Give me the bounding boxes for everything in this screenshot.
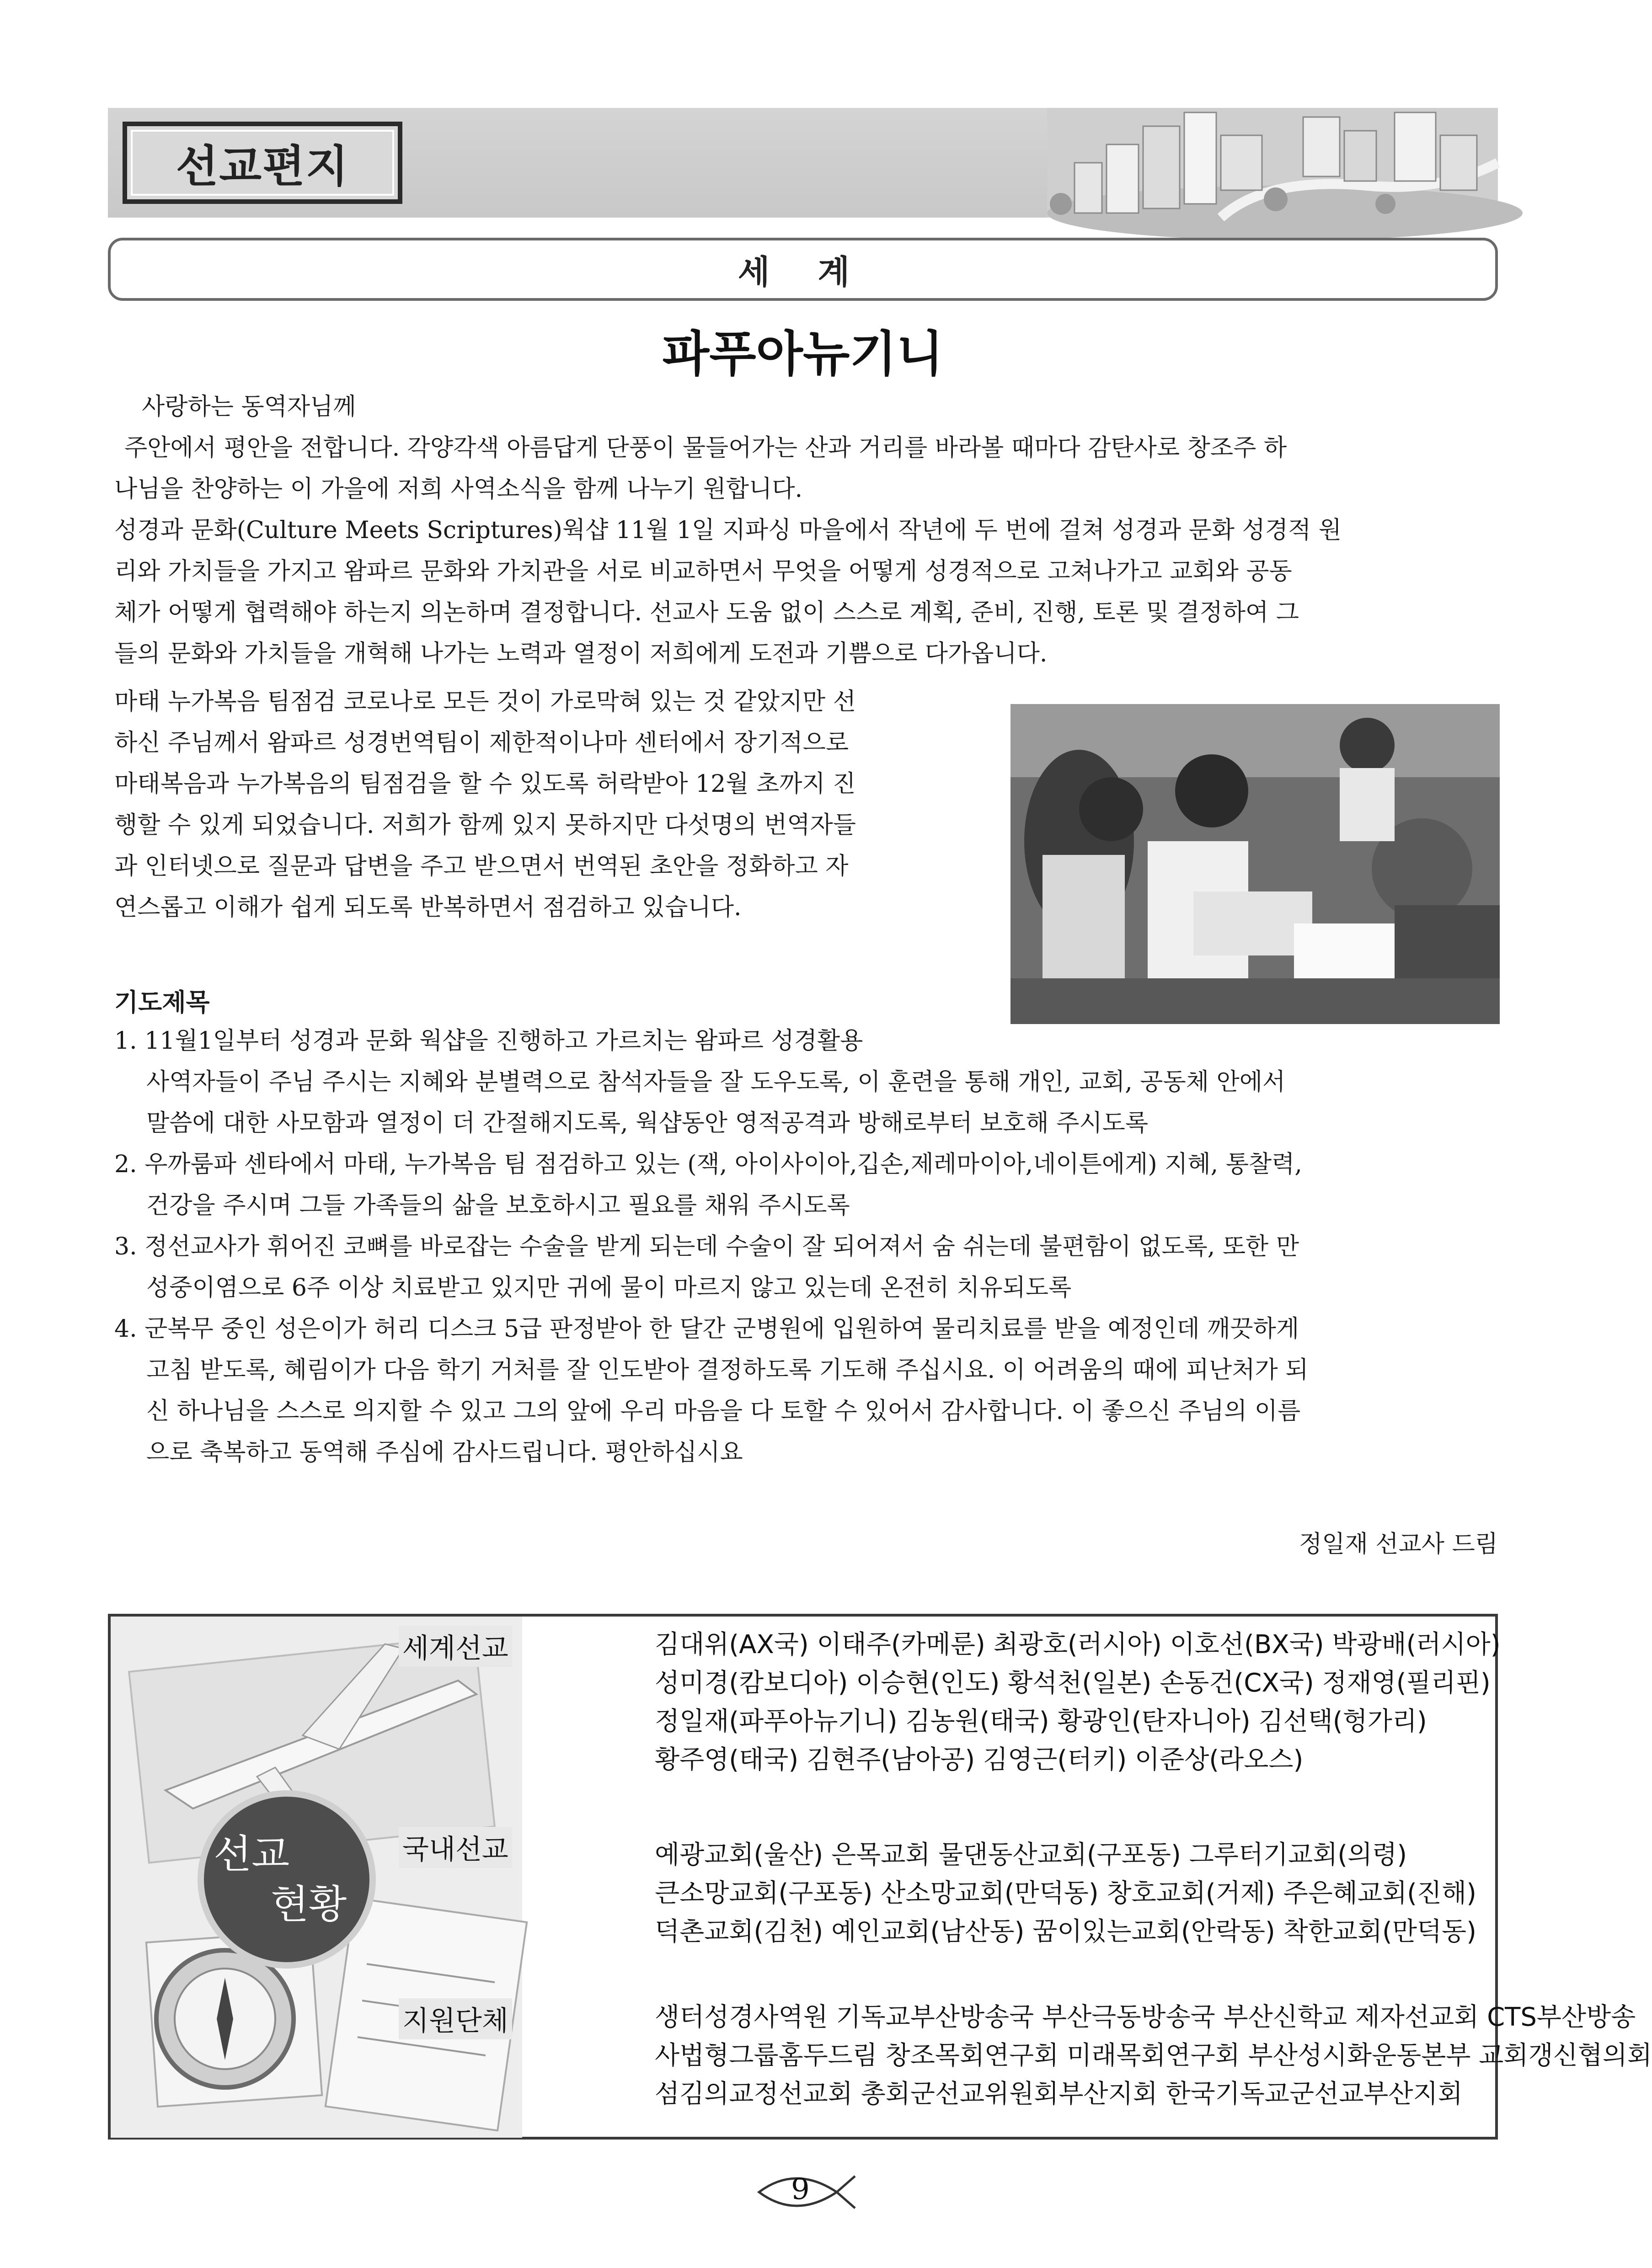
category-line: 예광교회(울산) 은목교회 물댄동산교회(구포동) 그루터기교회(의령): [655, 1840, 1407, 1870]
prayer-line: 성중이염으로 6주 이상 치료받고 있지만 귀에 물이 마르지 않고 있는데 온전히 치유되도록: [146, 1274, 1072, 1302]
section-title: 선교편지: [176, 140, 349, 192]
prayer-line: 1. 11월1일부터 성경과 문화 웍샵을 진행하고 가르치는 왐파르 성경활용: [114, 1027, 863, 1055]
category-list-support-groups: [655, 1998, 1652, 2113]
page-number: 9: [791, 2172, 810, 2206]
paragraph-line: 리와 가치들을 가지고 왐파르 문화와 가치관을 서로 비교하면서 무엇을 어떻게 성경적으로 고쳐나가고 교회와 공동: [114, 558, 1292, 585]
translators-photo: [1010, 704, 1500, 1024]
category-line: 사법형그룹홈두드림 창조목회연구회 미래목회연구회 부산성시화운동본부 교회갱신협의회: [655, 2041, 1652, 2071]
paragraph-line: 마태복음과 누가복음의 팀점검을 할 수 있도록 허락받아 12월 초까지 진: [114, 770, 856, 798]
country-title: 파푸아뉴기니: [662, 326, 944, 382]
paragraph-line: 체가 어떻게 협력해야 하는지 의논하며 결정합니다. 선교사 도움 없이 스스로 계획, 준비, 진행, 토론 및 결정하여 그: [114, 599, 1299, 626]
category-label-domestic-mission: 국내선교: [399, 1827, 512, 1868]
prayer-line: 신 하나님을 스스로 의지할 수 있고 그의 앞에 우리 마음을 다 토할 수 있어서 감사합니다. 이 좋으신 주님의 이름: [146, 1398, 1301, 1425]
paragraph-line: 들의 문화와 가치들을 개혁해 나가는 노력과 열정이 저희에게 도전과 기쁨으로 다가옵니다.: [114, 640, 1048, 667]
prayer-item: [114, 1226, 1504, 1308]
category-list-domestic-mission: [655, 1836, 1496, 1951]
paragraph-line: 마태 누가복음 팀점검 코로나로 모든 것이 가로막혀 있는 것 같았지만 선: [114, 688, 856, 715]
region-label: 세 계: [738, 253, 868, 291]
greeting: 사랑하는 동역자님께: [142, 393, 356, 421]
category-label-support-groups: 지원단체: [399, 1998, 512, 2039]
category-line: 큰소망교회(구포동) 산소망교회(만덕동) 창호교회(거제) 주은혜교회(진해): [655, 1878, 1476, 1908]
prayer-line: 3. 정선교사가 휘어진 코뼈를 바로잡는 수술을 받게 되는데 수술이 잘 되어져서 숨 쉬는데 불편함이 없도록, 또한 만: [114, 1233, 1299, 1260]
badge-text-line1: 선교: [214, 1831, 290, 1877]
region-banner: [108, 238, 1498, 301]
signature: 정일재 선교사 드림: [1299, 1531, 1498, 1558]
prayer-line: 말씀에 대한 사모함과 열정이 더 간절해지도록, 웍샵동안 영적공격과 방해로부터 보호해 주시도록: [146, 1110, 1149, 1137]
prayer-item: [114, 1308, 1504, 1473]
page-number-block: [750, 2167, 860, 2217]
prayer-item: [114, 1144, 1504, 1226]
paragraph-line: 성경과 문화(Culture Meets Scriptures)웍샵 11월 1일 지파싱 마을에서 작년에 두 번에 걸쳐 성경과 문화 성경적 원: [114, 517, 1342, 544]
paragraph-line: 연스롭고 이해가 쉽게 되도록 반복하면서 점검하고 있습니다.: [114, 894, 742, 921]
badge-text-line2: 현황: [271, 1882, 347, 1927]
category-list-world-mission: [655, 1626, 1501, 1779]
category-line: 김대위(AX국) 이태주(카메룬) 최광호(러시아) 이호선(BX국) 박광배(러시아): [655, 1630, 1501, 1660]
mission-status-box: [108, 1614, 1652, 2140]
team-check-paragraph: [114, 681, 997, 928]
prayer-line: 사역자들이 주님 주시는 지혜와 분별력으로 참석자들을 잘 도우도록, 이 훈련을 통해 개인, 교회, 공동체 안에서: [146, 1068, 1286, 1096]
paragraph-line: 행할 수 있게 되었습니다. 저희가 함께 있지 못하지만 다섯명의 번역자들: [114, 811, 856, 839]
prayer-item: [114, 1020, 1504, 1144]
prayer-list: [114, 1020, 1504, 1473]
prayer-line: 건강을 주시며 그들 가족들의 삶을 보호하시고 필요를 채워 주시도록: [146, 1192, 850, 1219]
prayer-heading: 기도제목: [114, 988, 210, 1017]
prayer-line: 으로 축복하고 동역해 주심에 감사드립니다. 평안하십시요: [146, 1439, 743, 1466]
paragraph-line: 과 인터넷으로 질문과 답변을 주고 받으면서 번역된 초안을 정화하고 자: [114, 853, 849, 880]
category-line: 생터성경사역원 기독교부산방송국 부산극동방송국 부산신학교 제자선교회 CTS부산방송: [655, 2002, 1636, 2032]
letter-body: [114, 386, 1500, 674]
category-label-world-mission: 세계선교: [399, 1626, 512, 1667]
prayer-line: 2. 우까룸파 센타에서 마태, 누가복음 팀 점검하고 있는 (잭, 아이사이아,깁손,제레마이아,네이튼에게) 지혜, 통찰력,: [114, 1151, 1302, 1178]
paragraph-line: 주안에서 평안을 전합니다. 각양각색 아름답게 단풍이 물들어가는 산과 거리를 바라볼 때마다 감탄사로 창조주 하: [124, 434, 1287, 462]
prayer-line: 고침 받도록, 혜림이가 다음 학기 거처를 잘 인도받아 결정하도록 기도해 주십시요. 이 어려움의 때에 피난처가 되: [146, 1356, 1309, 1384]
prayer-line: 4. 군복무 중인 성은이가 허리 디스크 5급 판정받아 한 달간 군병원에 입원하여 물리치료를 받을 예정인데 깨끗하게: [114, 1315, 1299, 1343]
paragraph-line: 하신 주님께서 왐파르 성경번역팀이 제한적이나마 센터에서 장기적으로: [114, 729, 849, 757]
category-line: 황주영(태국) 김현주(남아공) 김영근(터키) 이준상(라오스): [655, 1745, 1304, 1775]
category-line: 성미경(캄보디아) 이승현(인도) 황석천(일본) 손동건(CX국) 정재영(필리핀): [655, 1668, 1491, 1698]
section-title-box: [123, 122, 402, 204]
category-line: 섬김의교정선교회 총회군선교위원회부산지회 한국기독교군선교부산지회: [655, 2079, 1463, 2109]
cityscape-illustration: [1047, 108, 1498, 218]
category-line: 덕촌교회(김천) 예인교회(남산동) 꿈이있는교회(안락동) 착한교회(만덕동): [655, 1917, 1476, 1947]
category-line: 정일재(파푸아뉴기니) 김농원(태국) 황광인(탄자니아) 김선택(헝가리): [655, 1707, 1427, 1736]
paragraph-line: 나님을 찬양하는 이 가을에 저희 사역소식을 함께 나누기 원합니다.: [114, 475, 803, 503]
